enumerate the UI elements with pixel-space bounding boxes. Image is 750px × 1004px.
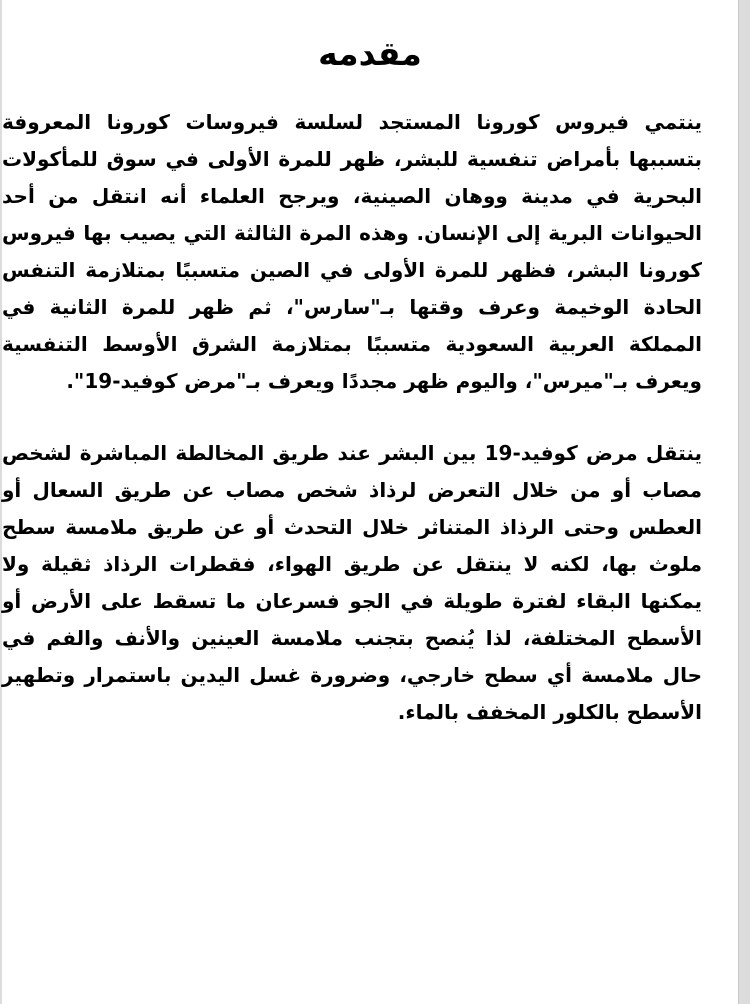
document-page: [2, 0, 739, 1004]
document-title: مقدمه: [318, 34, 422, 74]
paragraph-transmission: ينتقل مرض كوفيد-19 بين البشر عند طريق المخالطة المباشرة لشخص مصاب أو من خلال التعرض لرذاذ شخص مصاب عن طريق السعال أو العطس وحتى الرذاذ المتناثر خلال التحدث أو عن طريق ملامسة سطح ملوث بها، لكنه لا ينتقل عن طريق الهواء، فقطرات الرذاذ ثقيلة ولا يمكنها البقاء لفترة طويلة في الجو فسرعان ما تسقط على الأرض أو الأسطح المختلفة، لذا يُنصح بتجنب ملامسة العينين والأنف والفم في حال ملامسة أي سطح خارجي، وضرورة غسل اليدين باستمرار وتطهير الأسطح بالكلور المخفف بالماء.: [2, 441, 703, 724]
paragraph-intro: ينتمي فيروس كورونا المستجد لسلسة فيروسات كورونا المعروفة بتسببها بأمراض تنفسية للبشر، ظهر للمرة الأولى في سوق للمأكولات البحرية في مدينة ووهان الصينية، ويرجح العلماء أنه انتقل من أحد الحيوانات البرية إلى الإنسان. وهذه المرة الثالثة التي يصيب بها فيروس كورونا البشر، فظهر للمرة الأولى في الصين متسببًا بمتلازمة التنفس الحادة الوخيمة وعرف وقتها بـ"سارس"، ثم ظهر للمرة الثانية في المملكة العربية السعودية متسببًا بمتلازمة الشرق الأوسط التنفسية ويعرف بـ"ميرس"، واليوم ظهر مجددًا ويعرف بـ"مرض كوفيد-19".: [2, 110, 702, 393]
document-body: [2, 104, 702, 731]
